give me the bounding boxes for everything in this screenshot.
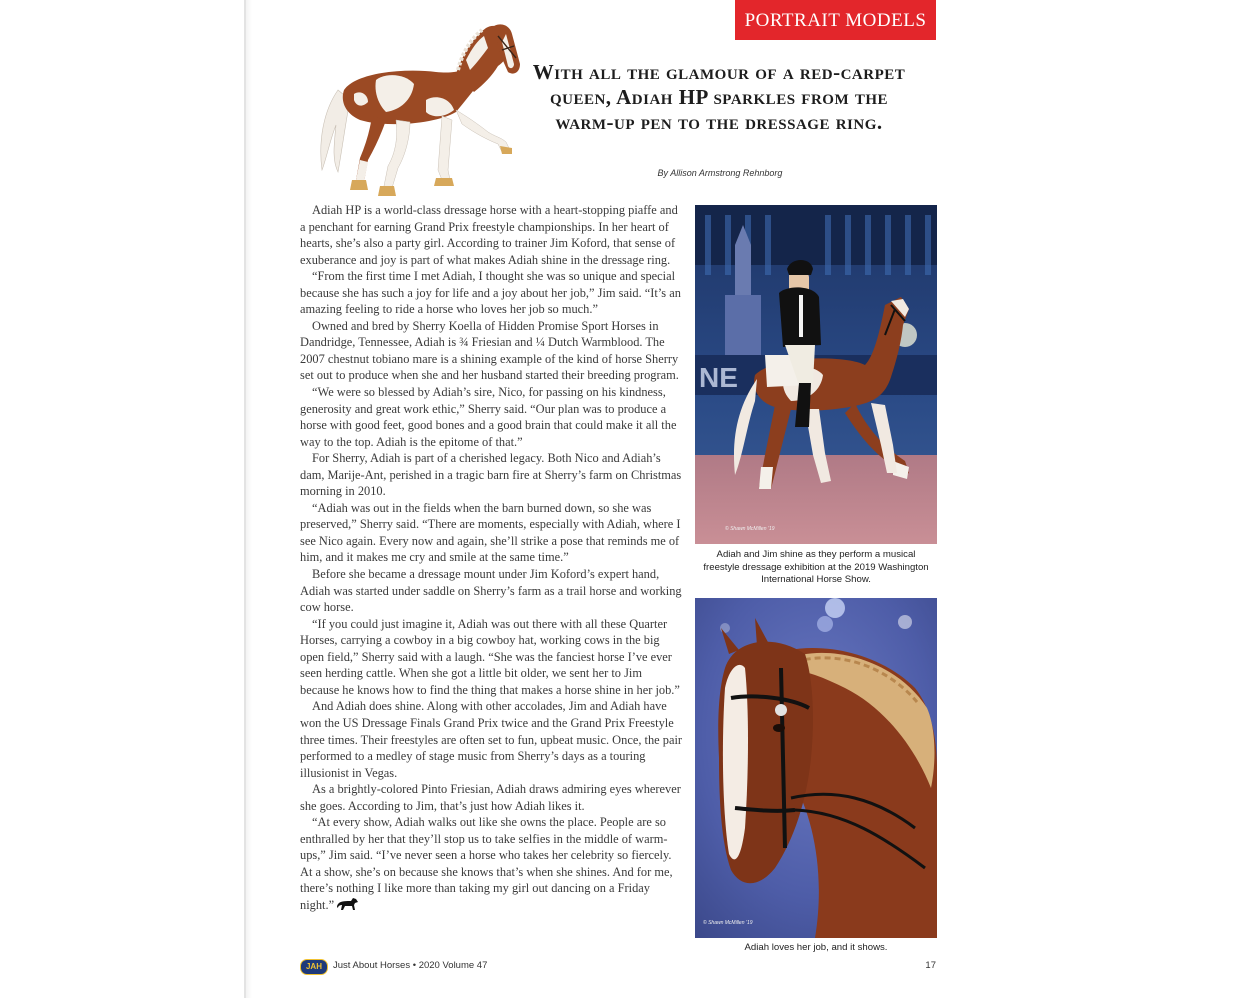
footer-publication: Just About Horses • 2020 Volume 47 [333, 960, 488, 971]
page-number: 17 [925, 960, 936, 971]
magazine-logo: JAH [300, 959, 328, 975]
photo-rider-dressage [695, 205, 937, 544]
paragraph: “From the first time I met Adiah, I thought she was so unique and special because she has such a joy for life and a joy about her job,” Jim said. “It’s an amazing feeling to ride a horse who loves her job so much.” [300, 269, 681, 317]
paragraph: As a brightly-colored Pinto Friesian, Adiah draws admiring eyes wherever she goes. According to Jim, that’s just how Adiah likes it. [300, 782, 681, 813]
paragraph-last-text: “At every show, Adiah walks out like she owns the place. People are so enthralled by her that they’ll stop us to take selfies in the middle of warm-ups,” Jim said. “I’ve never seen a horse who takes her celebrity so fiercely. At a show, she’s on because she knows that’s when she shines. And for me, there’s nothing I like more than taking my girl out dancing on a Friday night.” [300, 815, 673, 912]
photo2-credit: © Shawn McMillen ’19 [703, 920, 753, 926]
page-spine-shadow [246, 0, 252, 998]
paragraph: And Adiah does shine. Along with other accolades, Jim and Adiah have won the US Dressage Finals Grand Prix twice and the Grand Prix Freestyle three times. Their freestyles are often set to fun, upbeat music. Once, the pair performed to a medley of stage music from Sherry’s days as a touring illusionist in Vegas. [300, 699, 683, 780]
paragraph: “We were so blessed by Adiah’s sire, Nico, for passing on his kindness, generosity and great work ethic,” Sherry said. “Our plan was to produce a horse with good feet, good bones and a good brain that could make it all the way to the top. Adiah is the epitome of that.” [300, 385, 677, 449]
article-body [300, 202, 684, 914]
end-horse-icon [337, 897, 359, 911]
paragraph: For Sherry, Adiah is part of a cherished legacy. Both Nico and Adiah’s dam, Marije-Ant, perished in a tragic barn fire at Sherry’s farm on Christmas morning in 2010. [300, 451, 682, 499]
section-banner: PORTRAIT MODELS [735, 0, 936, 40]
article-headline: With all the glamour of a red-carpet queen, Adiah HP sparkles from the warm-up pen to the dressage ring. [532, 60, 906, 134]
model-horse-image [316, 20, 526, 198]
photo1-caption: Adiah and Jim shine as they perform a musical freestyle dressage exhibition at the 2019 Washington International Horse Show. [703, 549, 929, 585]
svg-text:NE: NE [699, 362, 738, 393]
paragraph: “Adiah was out in the fields when the barn burned down, so she was preserved,” Sherry said. “There are moments, especially with Adiah, where I see Nico again. Every now and again, she’ll strike a pose that reminds me of him, and it makes me cry and smile at the same time.” [300, 500, 681, 565]
byline: By Allison Armstrong Rehnborg [657, 168, 783, 178]
paragraph: Adiah HP is a world-class dressage horse with a heart-stopping piaffe and a penchant for earning Grand Prix freestyle championships. In her heart of hearts, she’s also a party girl. According to trainer Jim Koford, that sense of exuberance and joy is part of what makes Adiah shine in the dressage ring. [300, 203, 678, 267]
paragraph: Before she became a dressage mount under Jim Koford’s expert hand, Adiah was started under saddle on Sherry’s farm as a trail horse and working cow horse. [300, 567, 682, 615]
photo-horse-portrait [695, 598, 937, 938]
paragraph-last [300, 814, 684, 913]
paragraph: “If you could just imagine it, Adiah was out there with all these Quarter Horses, carrying a cowboy in a big cowboy hat, working cows in the big open field,” Sherry said with a laugh. “She was the fanciest horse I’ve ever seen herding cattle. When she got a little bit older, we sent her to Jim because he knows how to find the thing that makes a horse shine in her job.” [300, 616, 680, 697]
photo2-caption: Adiah loves her job, and it shows. [744, 942, 888, 953]
photo1-credit: © Shawn McMillen ’19 [725, 526, 775, 532]
paragraph: Owned and bred by Sherry Koella of Hidden Promise Sport Horses in Dandridge, Tennessee, Adiah is ¾ Friesian and ¼ Dutch Warmblood. The 2007 chestnut tobiano mare is a shining example of the kind of horse Sherry set out to produce when she and her husband started their breeding program. [300, 318, 679, 383]
page-footer [300, 959, 940, 975]
